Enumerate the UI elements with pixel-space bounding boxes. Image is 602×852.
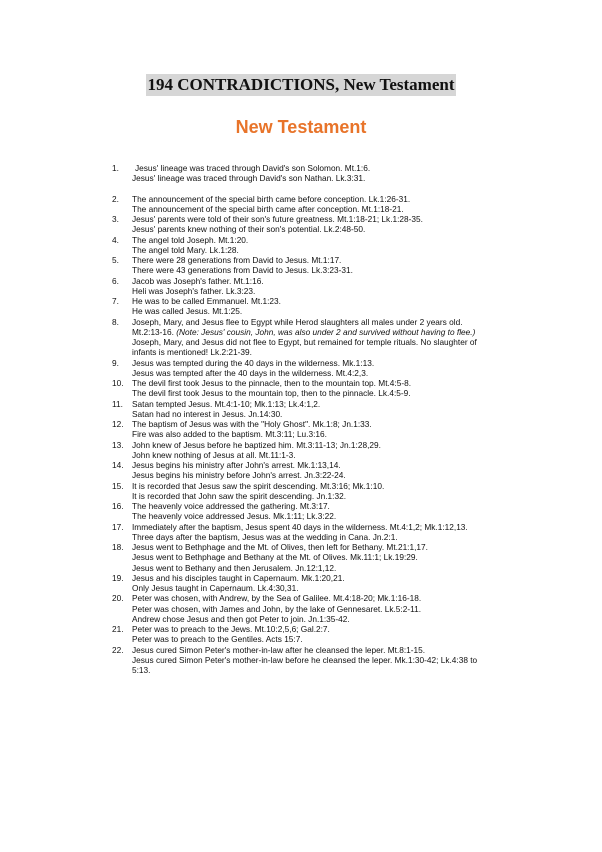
item-line: Immediately after the baptism, Jesus spent 40 days in the wilderness. Mt.4:1,2; Mk.1:12,13. bbox=[132, 521, 468, 532]
list-item bbox=[112, 501, 492, 522]
item-line: There were 43 generations from David to Jesus. Lk.3:23-31. bbox=[132, 265, 353, 276]
item-line: The devil first took Jesus to the pinnacle, then to the mountain top. Mt.4:5-8. bbox=[132, 378, 412, 388]
item-line: Jesus went to Bethphage and Bethany at the Mt. of Olives. Mk.11:1; Lk.19:29. bbox=[132, 552, 418, 563]
item-number: 16. bbox=[112, 501, 124, 511]
list-item bbox=[112, 255, 492, 276]
item-line: The announcement of the special birth came after conception. Mt.1:18-21. bbox=[132, 203, 404, 214]
item-number: 3. bbox=[112, 214, 119, 224]
item-number: 19. bbox=[112, 572, 124, 583]
item-line: John knew nothing of Jesus at all. Mt.11:1-3. bbox=[132, 449, 296, 460]
list-item bbox=[112, 399, 492, 420]
item-line: Peter was chosen, with James and John, by the lake of Gennesaret. Lk.5:2-11. bbox=[132, 603, 422, 614]
item-line: The heavenly voice addressed Jesus. Mk.1:11; Lk.3:22. bbox=[132, 511, 337, 522]
item-line: The announcement of the special birth came before conception. Lk.1:26-31. bbox=[132, 193, 411, 204]
item-line: Andrew chose Jesus and then got Peter to join. Jn.1:35-42. bbox=[132, 613, 350, 624]
item-number: 17. bbox=[112, 521, 124, 532]
list-item bbox=[112, 235, 492, 256]
list-item bbox=[112, 419, 492, 440]
list-item bbox=[112, 645, 492, 676]
list-item bbox=[112, 573, 492, 594]
document-title-text: 194 CONTRADICTIONS, New Testament bbox=[147, 75, 455, 94]
contradictions-list bbox=[112, 163, 492, 675]
item-line: Jesus cured Simon Peter's mother-in-law before he cleansed the leper. Mk.1:30-42; Lk.4:38 to 5:13. bbox=[132, 654, 478, 675]
list-item bbox=[112, 481, 492, 502]
item-line: Jesus was tempted after the 40 days in the wilderness. Mt.4:2,3. bbox=[132, 367, 369, 378]
item-line: It is recorded that Jesus saw the spirit descending. Mt.3:16; Mk.1:10. bbox=[132, 480, 385, 491]
item-text: Joseph, Mary, and Jesus flee to Egypt while Herod slaughters all males under 2 years old. Mt.2:13-16. bbox=[132, 316, 463, 337]
item-line bbox=[132, 317, 492, 338]
item-line: He was to be called Emmanuel. Mt.1:23. bbox=[132, 296, 281, 306]
item-line: Only Jesus taught in Capernaum. Lk.4:30,31. bbox=[132, 583, 299, 593]
item-line: The angel told Joseph. Mt.1:20. bbox=[132, 234, 249, 245]
item-number: 7. bbox=[112, 296, 119, 306]
item-number: 10. bbox=[112, 378, 124, 388]
item-line: Jesus was tempted during the 40 days in the wilderness. Mk.1:13. bbox=[132, 357, 375, 368]
list-item bbox=[112, 460, 492, 481]
item-line: Jesus' parents were told of their son's future greatness. Mt.1:18-21; Lk.1:28-35. bbox=[132, 214, 423, 224]
item-number: 9. bbox=[112, 357, 119, 368]
item-note: (Note: Jesus' cousin, John, was also under 2 and survived without having to flee.) bbox=[176, 326, 476, 337]
item-line: The devil first took Jesus to the mountain top, then to the pinnacle. Lk.4:5-9. bbox=[132, 388, 411, 399]
item-number: 2. bbox=[112, 193, 119, 204]
list-item bbox=[112, 542, 492, 573]
section-title: New Testament bbox=[235, 117, 367, 137]
item-line: Jesus' parents knew nothing of their son's potential. Lk.2:48-50. bbox=[132, 224, 366, 235]
list-item bbox=[112, 296, 492, 317]
item-line: Jacob was Joseph's father. Mt.1:16. bbox=[132, 275, 264, 286]
item-line: Peter was to preach to the Gentiles. Acts 15:7. bbox=[132, 634, 303, 645]
document-title bbox=[0, 74, 602, 96]
item-line: Jesus went to Bethphage and the Mt. of Olives, then left for Bethany. Mt.21:1,17. bbox=[132, 542, 428, 552]
item-line: Jesus went to Bethany and then Jerusalem. Jn.12:1,12. bbox=[132, 562, 337, 573]
item-number: 1. bbox=[112, 163, 119, 173]
item-number: 15. bbox=[112, 480, 124, 491]
item-line: Peter was chosen, with Andrew, by the Sea of Galilee. Mt.4:18-20; Mk.1:16-18. bbox=[132, 593, 422, 604]
list-item bbox=[112, 378, 492, 399]
item-number: 14. bbox=[112, 460, 124, 470]
item-line: The heavenly voice addressed the gathering. Mt.3:17. bbox=[132, 501, 330, 511]
list-item bbox=[112, 440, 492, 461]
item-line: Jesus and his disciples taught in Capernaum. Mk.1:20,21. bbox=[132, 572, 345, 583]
item-line: There were 28 generations from David to Jesus. Mt.1:17. bbox=[132, 255, 342, 265]
item-line: John knew of Jesus before he baptized him. Mt.3:11-13; Jn.1:28,29. bbox=[132, 439, 381, 450]
item-line: Heli was Joseph's father. Lk.3:23. bbox=[132, 285, 256, 296]
list-item bbox=[112, 593, 492, 624]
list-item bbox=[112, 163, 492, 184]
item-line: Three days after the baptism, Jesus was at the wedding in Cana. Jn.2:1. bbox=[132, 531, 398, 542]
list-item bbox=[112, 624, 492, 645]
item-line: Jesus begins his ministry after John's arrest. Mk.1:13,14. bbox=[132, 460, 341, 470]
list-item bbox=[112, 317, 492, 358]
item-line: Joseph, Mary, and Jesus did not flee to Egypt, but remained for temple rituals. No slaughter of infants is mentioned! Lk.2:21-39. bbox=[132, 337, 477, 358]
item-number: 8. bbox=[112, 316, 119, 327]
item-line: Satan had no interest in Jesus. Jn.14:30. bbox=[132, 408, 283, 419]
list-item bbox=[112, 194, 492, 215]
item-line: Jesus' lineage was traced through David's son Nathan. Lk.3:31. bbox=[132, 173, 366, 184]
item-number: 5. bbox=[112, 255, 119, 265]
item-line: Jesus begins his ministry before John's arrest. Jn.3:22-24. bbox=[132, 470, 346, 481]
item-number: 22. bbox=[112, 644, 124, 655]
list-item bbox=[112, 522, 492, 543]
item-number: 11. bbox=[112, 398, 123, 409]
item-line: Satan tempted Jesus. Mt.4:1-10; Mk.1:13; Lk.4:1,2. bbox=[132, 398, 321, 409]
item-number: 13. bbox=[112, 439, 124, 450]
item-number: 21. bbox=[112, 624, 124, 634]
item-line: It is recorded that John saw the spirit descending. Jn.1:32. bbox=[132, 490, 346, 501]
list-item bbox=[112, 358, 492, 379]
list-item bbox=[112, 276, 492, 297]
item-line: The angel told Mary. Lk.1:28. bbox=[132, 244, 239, 255]
list-item bbox=[112, 214, 492, 235]
item-line: Jesus cured Simon Peter's mother-in-law after he cleansed the leper. Mt.8:1-15. bbox=[132, 644, 426, 655]
item-line: The baptism of Jesus was with the "Holy Ghost". Mk.1:8; Jn.1:33. bbox=[132, 419, 372, 429]
item-number: 12. bbox=[112, 419, 124, 429]
item-number: 18. bbox=[112, 542, 124, 552]
item-line: Peter was to preach to the Jews. Mt.10:2,5,6; Gal.2:7. bbox=[132, 624, 330, 634]
item-number: 4. bbox=[112, 234, 119, 245]
item-line: Fire was also added to the baptism. Mt.3:11; Lu.3:16. bbox=[132, 429, 327, 440]
item-line: He was called Jesus. Mt.1:25. bbox=[132, 306, 243, 317]
item-number: 20. bbox=[112, 593, 124, 604]
item-line: Jesus' lineage was traced through David's son Solomon. Mt.1:6. bbox=[135, 163, 371, 173]
item-number: 6. bbox=[112, 275, 119, 286]
